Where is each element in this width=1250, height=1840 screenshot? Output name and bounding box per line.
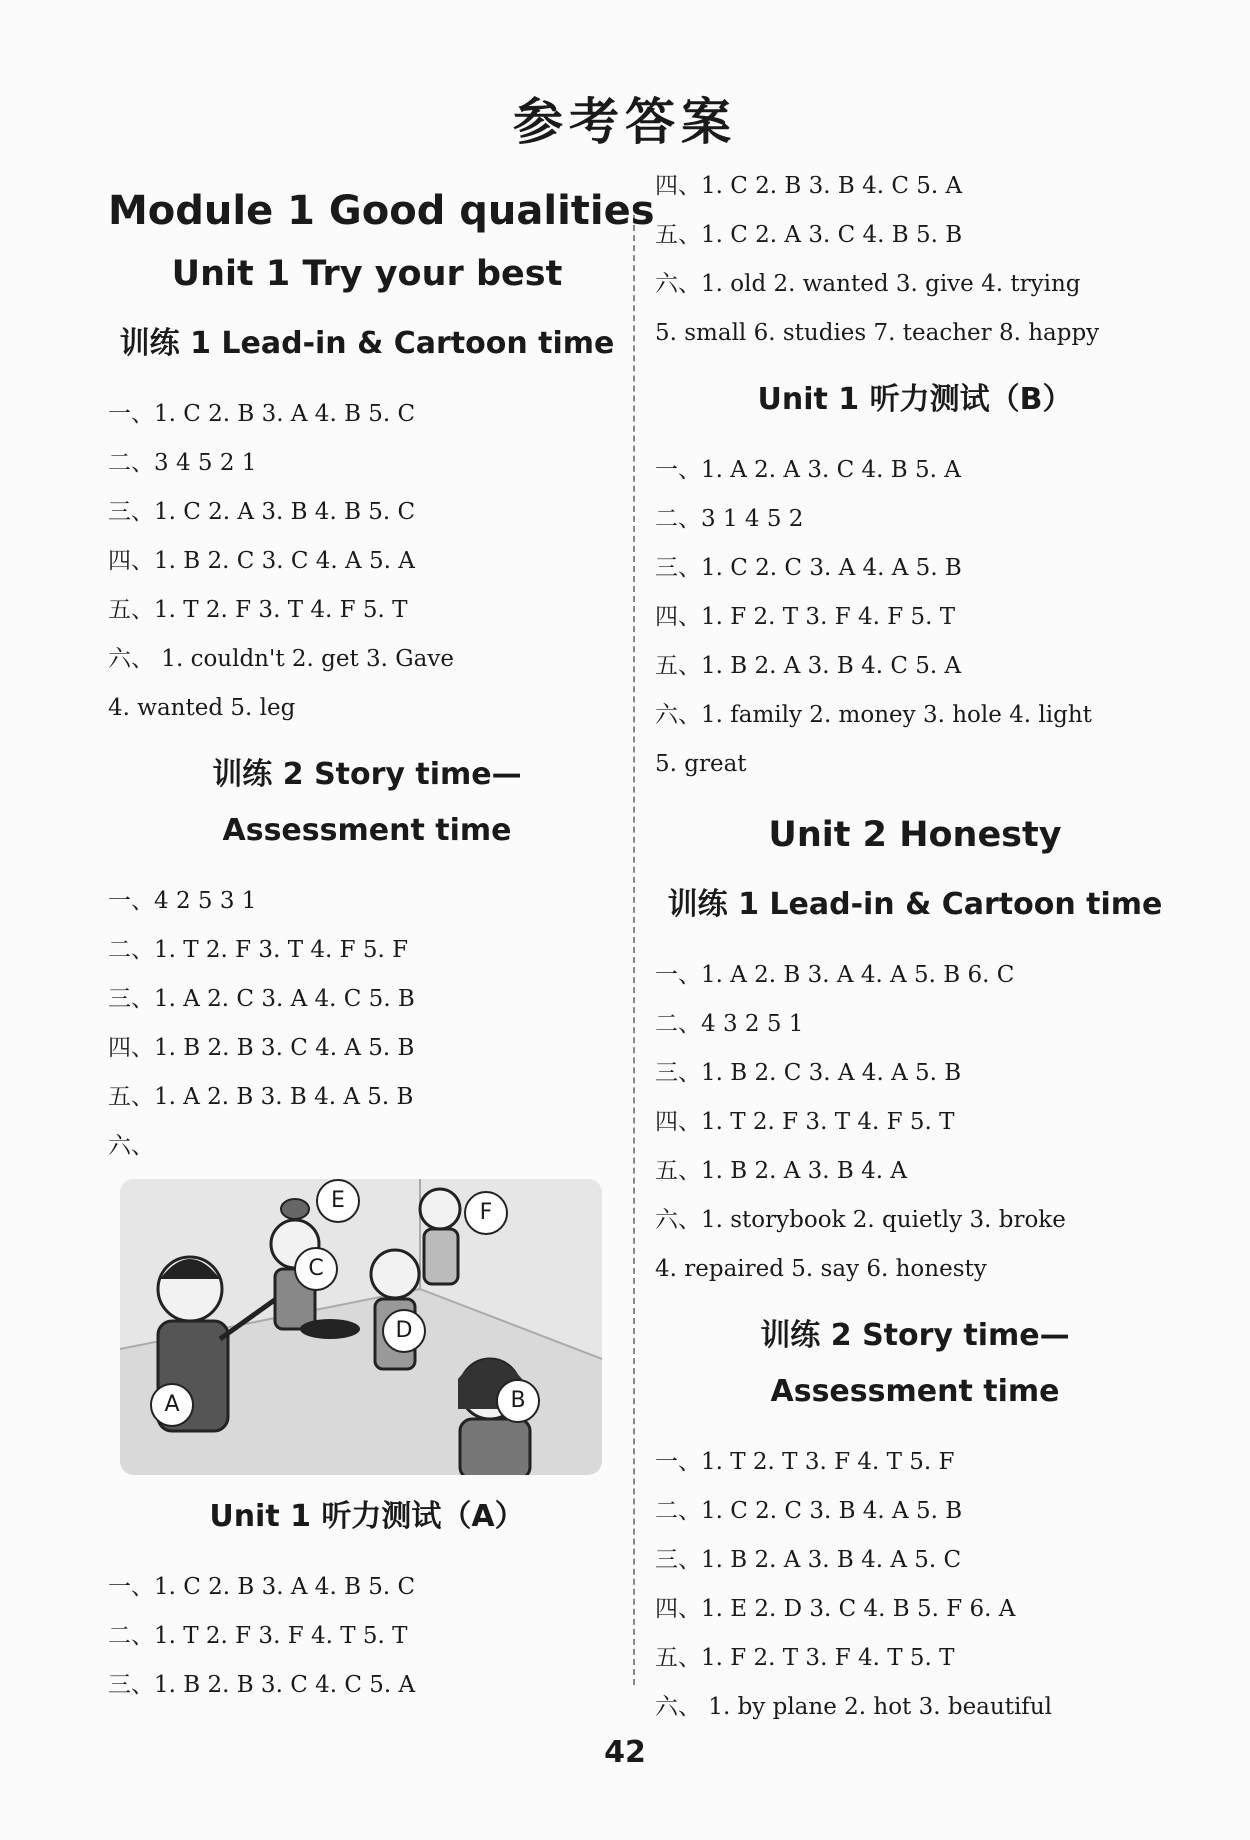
- unit1-heading: Unit 1 Try your best: [171, 254, 563, 294]
- training2-title-a: 训练 2 Story time—: [212, 757, 522, 792]
- unit2-training1-heading: 训练 1 Lead-in & Cartoon time: [667, 887, 1163, 922]
- answer-line: 五、1. B 2. A 3. B 4. A: [655, 1158, 907, 1184]
- answer-line: 4. repaired 5. say 6. honesty: [655, 1256, 987, 1282]
- answer-line: 四、1. B 2. B 3. C 4. A 5. B: [108, 1035, 415, 1061]
- answer-line: 五、1. B 2. A 3. B 4. C 5. A: [655, 653, 962, 679]
- answer-line: 二、4 3 2 5 1: [655, 1011, 804, 1037]
- cartoon-illustration: [120, 1179, 602, 1475]
- unit2-training2-heading: [655, 1308, 1175, 1420]
- picture-label-d: D: [382, 1309, 426, 1353]
- picture-label-a: A: [150, 1383, 194, 1427]
- answer-line: 一、4 2 5 3 1: [108, 888, 257, 914]
- cartoon-scene-drawing: [120, 1179, 602, 1475]
- answer-line: 六、 1. couldn't 2. get 3. Gave: [108, 646, 454, 672]
- answer-line: 六、1. storybook 2. quietly 3. broke: [655, 1207, 1066, 1233]
- answer-line: 一、1. C 2. B 3. A 4. B 5. C: [108, 401, 416, 427]
- answer-line: 六、1. old 2. wanted 3. give 4. trying: [655, 271, 1081, 297]
- training2-heading: [108, 747, 626, 859]
- listening-test-b-heading: Unit 1 听力测试（B）: [757, 382, 1073, 417]
- answer-line: 四、1. E 2. D 3. C 4. B 5. F 6. A: [655, 1596, 1016, 1622]
- picture-label-c: C: [294, 1247, 338, 1291]
- answer-line: 二、1. T 2. F 3. F 4. T 5. T: [108, 1623, 408, 1649]
- answer-line: 一、1. C 2. B 3. A 4. B 5. C: [108, 1574, 416, 1600]
- answer-line: 三、1. C 2. C 3. A 4. A 5. B: [655, 555, 962, 581]
- answer-line: 五、1. T 2. F 3. T 4. F 5. T: [108, 597, 408, 623]
- answer-line: 5. great: [655, 751, 747, 777]
- answer-line: 二、3 1 4 5 2: [655, 506, 804, 532]
- answer-line: 六、: [108, 1133, 154, 1159]
- picture-label-e: E: [316, 1179, 360, 1223]
- answer-line: 4. wanted 5. leg: [108, 695, 296, 721]
- answer-line: 六、 1. by plane 2. hot 3. beautiful: [655, 1694, 1052, 1720]
- answer-line: 四、1. T 2. F 3. T 4. F 5. T: [655, 1109, 955, 1135]
- answer-line: 二、1. C 2. C 3. B 4. A 5. B: [655, 1498, 963, 1524]
- unit2-training2-title-b: Assessment time: [770, 1374, 1060, 1409]
- answer-line: 一、1. A 2. A 3. C 4. B 5. A: [655, 457, 961, 483]
- picture-label-f: F: [464, 1191, 508, 1235]
- answer-line: 二、1. T 2. F 3. T 4. F 5. F: [108, 937, 409, 963]
- unit2-training2-title-a: 训练 2 Story time—: [760, 1318, 1070, 1353]
- answer-line: 五、1. A 2. B 3. B 4. A 5. B: [108, 1084, 414, 1110]
- answer-line: 三、1. A 2. C 3. A 4. C 5. B: [108, 986, 415, 1012]
- training2-title-b: Assessment time: [222, 813, 512, 848]
- answer-line: 三、1. C 2. A 3. B 4. B 5. C: [108, 499, 416, 525]
- answer-line: 五、1. F 2. T 3. F 4. T 5. T: [655, 1645, 955, 1671]
- answer-line: 三、1. B 2. A 3. B 4. A 5. C: [655, 1547, 962, 1573]
- column-divider: [633, 205, 635, 1685]
- answer-line: 六、1. family 2. money 3. hole 4. light: [655, 702, 1092, 728]
- answer-line: 三、1. B 2. C 3. A 4. A 5. B: [655, 1060, 962, 1086]
- page-title: 参考答案: [513, 93, 737, 151]
- answer-line: 一、1. T 2. T 3. F 4. T 5. F: [655, 1449, 955, 1475]
- answer-line: 四、1. F 2. T 3. F 4. F 5. T: [655, 604, 956, 630]
- answer-line: 一、1. A 2. B 3. A 4. A 5. B 6. C: [655, 962, 1015, 988]
- listening-test-a-heading: Unit 1 听力测试（A）: [209, 1499, 525, 1534]
- training1-heading: 训练 1 Lead-in & Cartoon time: [119, 326, 615, 361]
- answer-line: 四、1. B 2. C 3. C 4. A 5. A: [108, 548, 415, 574]
- answer-line: 四、1. C 2. B 3. B 4. C 5. A: [655, 173, 963, 199]
- module-heading: Module 1 Good qualities: [108, 188, 655, 234]
- answer-line: 二、3 4 5 2 1: [108, 450, 257, 476]
- answer-line: 三、1. B 2. B 3. C 4. C 5. A: [108, 1672, 416, 1698]
- left-column: [108, 188, 655, 1710]
- answer-line: 5. small 6. studies 7. teacher 8. happy: [655, 320, 1100, 346]
- page-number: 42: [604, 1735, 646, 1770]
- picture-label-b: B: [496, 1379, 540, 1423]
- right-column: [655, 162, 1175, 1732]
- answer-line: 五、1. C 2. A 3. C 4. B 5. B: [655, 222, 963, 248]
- unit2-heading: Unit 2 Honesty: [768, 815, 1062, 855]
